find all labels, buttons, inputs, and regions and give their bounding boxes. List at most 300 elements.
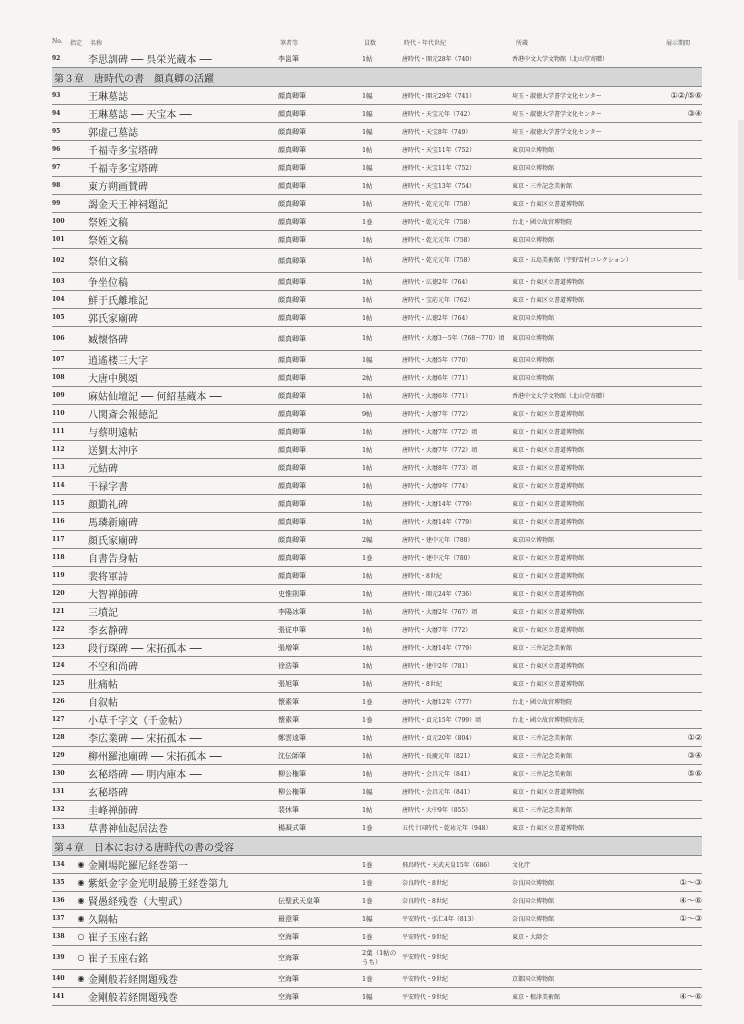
- item-name-text: 郭氏家廟碑: [88, 314, 138, 325]
- item-owner: [512, 621, 662, 639]
- item-name-text: 鮮于氏離堆記: [88, 296, 148, 307]
- item-author: [278, 603, 362, 621]
- item-author-text: 空海筆: [278, 953, 299, 962]
- item-period: [662, 603, 702, 621]
- item-name-text: 顔氏家廟碑: [88, 536, 138, 547]
- item-owner-text: 東京・五島美術館（宇野雪村コレクション）: [512, 257, 632, 264]
- item-number-text: 103: [52, 278, 65, 285]
- item-owner: [512, 405, 662, 423]
- designation-mark: [74, 123, 88, 141]
- item-period: [662, 105, 702, 123]
- item-author-text: 顔真卿筆: [278, 91, 306, 100]
- item-owner: [512, 549, 662, 567]
- item-author-text: 顔真卿筆: [278, 199, 306, 208]
- item-owner: [512, 765, 662, 783]
- item-name: [88, 291, 278, 309]
- item-name-text: 玄秘塔碑 ── 明内庫本 ──: [88, 770, 202, 781]
- item-volume: [362, 970, 402, 988]
- item-owner-text: 東京・台東区立書道博物館: [512, 573, 585, 580]
- item-volume: [362, 765, 402, 783]
- item-author: [278, 988, 362, 1006]
- item-name: [88, 159, 278, 177]
- designation-mark-text: ◉: [77, 878, 85, 887]
- item-owner-text: 東京・台東区立書道博物館: [512, 279, 585, 286]
- item-name: [88, 675, 278, 693]
- item-era-text: 唐時代・8世紀: [402, 681, 442, 688]
- item-number: [52, 441, 74, 459]
- item-period: [662, 567, 702, 585]
- item-period: [662, 783, 702, 801]
- item-era-text: 唐時代・広徳2年（764）: [402, 315, 472, 322]
- item-name-text: 祭姪文稿: [88, 236, 128, 247]
- item-owner: [512, 273, 662, 291]
- item-owner-text: 東京・三井記念美術館: [512, 645, 573, 652]
- item-author-text: 顔真卿筆: [278, 295, 306, 304]
- item-name: [88, 910, 278, 928]
- item-number: [52, 177, 74, 195]
- designation-mark: [74, 351, 88, 369]
- item-period: [662, 801, 702, 819]
- item-volume-text: 1帖: [362, 256, 373, 264]
- item-volume-text: 1帖: [362, 146, 373, 154]
- item-period-text: ④～⑥: [679, 896, 702, 905]
- table-row: [52, 327, 702, 351]
- designation-mark: [74, 327, 88, 351]
- item-author-text: 裴休筆: [278, 805, 299, 814]
- item-name-text: 肚痛帖: [88, 680, 118, 691]
- item-name-text: 崔子玉座右銘: [88, 954, 148, 965]
- item-name: [88, 970, 278, 988]
- item-author: [278, 729, 362, 747]
- designation-mark: [74, 819, 88, 837]
- item-period: [662, 765, 702, 783]
- item-name-text: 麻姑仙壇記 ── 何紹基蔵本 ──: [88, 392, 222, 403]
- item-era: [402, 531, 512, 549]
- header-name: 名称: [90, 40, 103, 47]
- item-number: [52, 549, 74, 567]
- item-name: [88, 369, 278, 387]
- item-era: [402, 273, 512, 291]
- item-number-text: 128: [52, 734, 65, 741]
- item-author-text: 沈伝師筆: [278, 751, 306, 760]
- table-row: [52, 621, 702, 639]
- item-era: [402, 159, 512, 177]
- item-volume: [362, 159, 402, 177]
- item-era-text: 唐時代・建中2年（781）: [402, 663, 472, 670]
- item-period: [662, 141, 702, 159]
- item-era: [402, 856, 512, 874]
- item-volume: [362, 327, 402, 351]
- item-name: [88, 327, 278, 351]
- item-era-text: 唐時代・会昌元年（841）: [402, 771, 474, 778]
- item-owner: [512, 477, 662, 495]
- designation-mark: [74, 423, 88, 441]
- item-name-text: 祭姪文稿: [88, 218, 128, 229]
- designation-mark: [74, 657, 88, 675]
- item-number: [52, 369, 74, 387]
- item-owner-text: 東京国立博物館: [512, 165, 555, 172]
- item-number: [52, 513, 74, 531]
- item-era: [402, 495, 512, 513]
- designation-mark: [74, 513, 88, 531]
- item-author: [278, 50, 362, 68]
- designation-mark: [74, 195, 88, 213]
- item-era: [402, 549, 512, 567]
- item-era-text: 唐時代・建中元年（780）: [402, 537, 474, 544]
- item-volume-text: 1巻: [362, 218, 373, 226]
- item-period: [662, 123, 702, 141]
- item-name: [88, 459, 278, 477]
- item-number-text: 110: [52, 410, 65, 417]
- designation-mark: [74, 910, 88, 928]
- item-owner: [512, 874, 662, 892]
- item-name-text: 謁金天王神祠題記: [88, 200, 168, 211]
- item-author-text: 顔真卿筆: [278, 127, 306, 136]
- item-owner-text: 東京・台東区立書道博物館: [512, 447, 585, 454]
- item-number: [52, 621, 74, 639]
- item-owner: [512, 291, 662, 309]
- item-volume: [362, 531, 402, 549]
- item-period: [662, 856, 702, 874]
- header-no: No.: [52, 38, 63, 45]
- item-volume-text: 1帖: [362, 500, 373, 508]
- item-number-text: 104: [52, 296, 65, 303]
- item-author: [278, 441, 362, 459]
- designation-mark: [74, 621, 88, 639]
- item-name: [88, 513, 278, 531]
- item-name: [88, 123, 278, 141]
- item-era: [402, 801, 512, 819]
- designation-mark: [74, 729, 88, 747]
- item-volume: [362, 231, 402, 249]
- item-name-text: 王琳墓誌: [88, 92, 128, 103]
- designation-mark: [74, 105, 88, 123]
- item-number-text: 138: [52, 933, 65, 940]
- item-owner: [512, 988, 662, 1006]
- item-number-text: 107: [52, 356, 65, 363]
- item-number-text: 135: [52, 879, 65, 886]
- item-name-text: 柳州羅池廟碑 ── 宋拓孤本 ──: [88, 752, 222, 763]
- item-volume-text: 1帖: [362, 770, 373, 778]
- item-period: [662, 946, 702, 970]
- item-author: [278, 531, 362, 549]
- item-author-text: 顔真卿筆: [278, 355, 306, 364]
- item-volume: [362, 249, 402, 273]
- item-number: [52, 387, 74, 405]
- item-owner: [512, 123, 662, 141]
- item-number-text: 101: [52, 236, 65, 243]
- item-volume-text: 1幅: [362, 993, 373, 1001]
- item-period: [662, 711, 702, 729]
- item-volume-text: 1幅: [362, 356, 373, 364]
- item-volume-text: 1巻: [362, 879, 373, 887]
- table-row: [52, 513, 702, 531]
- item-period: [662, 747, 702, 765]
- item-author: [278, 369, 362, 387]
- item-number: [52, 988, 74, 1006]
- item-number-text: 109: [52, 392, 65, 399]
- designation-mark-text: ○: [77, 953, 85, 962]
- item-era: [402, 874, 512, 892]
- item-owner-text: 台北・國立故宮博物院: [512, 219, 573, 226]
- item-author: [278, 513, 362, 531]
- item-name: [88, 874, 278, 892]
- designation-mark: [74, 231, 88, 249]
- item-volume-text: 1幅: [362, 915, 373, 923]
- item-volume-text: 1帖: [362, 680, 373, 688]
- item-era: [402, 123, 512, 141]
- item-owner: [512, 309, 662, 327]
- item-owner-text: 埼玉・淑徳大学書学文化センター: [512, 129, 602, 136]
- item-name-text: 争坐位稿: [88, 278, 128, 289]
- item-author: [278, 327, 362, 351]
- item-number-text: 123: [52, 644, 65, 651]
- item-author: [278, 819, 362, 837]
- item-name-text: 顔勤礼碑: [88, 500, 128, 511]
- designation-mark: [74, 369, 88, 387]
- item-era: [402, 387, 512, 405]
- item-era-text: 唐時代・天宝8年（749）: [402, 129, 472, 136]
- designation-mark-text: ○: [77, 932, 85, 941]
- item-owner-text: 東京・台東区立書道博物館: [512, 201, 585, 208]
- table-row: [52, 910, 702, 928]
- item-era-text: 唐時代・大暦12年（777）: [402, 699, 476, 706]
- item-author-text: 空海筆: [278, 974, 299, 983]
- item-owner-text: 東京・台東区立書道博物館: [512, 465, 585, 472]
- item-name: [88, 141, 278, 159]
- item-era: [402, 585, 512, 603]
- item-author-text: 最澄筆: [278, 914, 299, 923]
- item-owner-text: 東京・台東区立書道博物館: [512, 429, 585, 436]
- item-era: [402, 231, 512, 249]
- item-owner: [512, 387, 662, 405]
- item-name-text: 草書神仙起居法巻: [88, 824, 168, 835]
- item-volume-text: 1帖: [362, 182, 373, 190]
- item-volume-text: 1幅: [362, 128, 373, 136]
- item-era: [402, 141, 512, 159]
- item-number: [52, 783, 74, 801]
- item-author-text: 顔真卿筆: [278, 571, 306, 580]
- item-author-text: 顔真卿筆: [278, 334, 306, 343]
- item-name-text: 金剛般若経開題残巻: [88, 993, 178, 1004]
- item-author-text: 柳公権筆: [278, 769, 306, 778]
- item-author: [278, 177, 362, 195]
- item-name-text: 大唐中興頌: [88, 374, 138, 385]
- table-row: [52, 123, 702, 141]
- item-volume-text: 1巻: [362, 698, 373, 706]
- item-name-text: 干禄字書: [88, 482, 128, 493]
- item-volume-text: 1帖: [362, 55, 373, 63]
- item-owner: [512, 747, 662, 765]
- chapter-heading-row: [52, 68, 702, 87]
- item-number: [52, 495, 74, 513]
- item-author: [278, 351, 362, 369]
- item-period: [662, 819, 702, 837]
- item-name-text: 千福寺多宝塔碑: [88, 146, 158, 157]
- item-number: [52, 141, 74, 159]
- table-row: [52, 387, 702, 405]
- item-era-text: 唐時代・大暦14年（779）: [402, 501, 476, 508]
- table-row: [52, 351, 702, 369]
- item-number-text: 134: [52, 861, 65, 868]
- item-name: [88, 549, 278, 567]
- item-period: [662, 970, 702, 988]
- item-volume: [362, 387, 402, 405]
- item-author-text: 顔真卿筆: [278, 481, 306, 490]
- item-name: [88, 693, 278, 711]
- item-owner-text: 東京・台東区立書道博物館: [512, 519, 585, 526]
- designation-mark: [74, 213, 88, 231]
- item-era: [402, 675, 512, 693]
- item-number-text: 132: [52, 806, 65, 813]
- item-author-text: 顔真卿筆: [278, 109, 306, 118]
- item-era-text: 唐時代・長慶元年（821）: [402, 753, 474, 760]
- item-volume-text: 1帖: [362, 278, 373, 286]
- item-owner: [512, 585, 662, 603]
- item-period: [662, 351, 702, 369]
- item-name: [88, 477, 278, 495]
- item-name-text: 自叙帖: [88, 698, 118, 709]
- item-owner-text: 東京国立博物館: [512, 147, 555, 154]
- item-period: [662, 531, 702, 549]
- item-number: [52, 249, 74, 273]
- item-era: [402, 639, 512, 657]
- item-author: [278, 892, 362, 910]
- item-number: [52, 87, 74, 105]
- table-row: [52, 531, 702, 549]
- item-owner: [512, 910, 662, 928]
- item-owner-text: 奈良国立博物館: [512, 916, 555, 923]
- item-volume-text: 1帖: [362, 236, 373, 244]
- item-name-text: 大智禅師碑: [88, 590, 138, 601]
- item-era-text: 唐時代・天宝元年（742）: [402, 111, 474, 118]
- item-volume-text: 1巻: [362, 824, 373, 832]
- table-row: [52, 819, 702, 837]
- table-row: [52, 87, 702, 105]
- item-author: [278, 585, 362, 603]
- table-row: [52, 603, 702, 621]
- item-volume-text: 1帖: [362, 644, 373, 652]
- item-author-text: 空海筆: [278, 992, 299, 1001]
- item-number-text: 127: [52, 716, 65, 723]
- item-period: [662, 213, 702, 231]
- item-owner: [512, 711, 662, 729]
- item-name: [88, 441, 278, 459]
- item-volume: [362, 459, 402, 477]
- item-owner: [512, 970, 662, 988]
- table-row: [52, 177, 702, 195]
- item-owner-text: 埼玉・淑徳大学書学文化センター: [512, 111, 602, 118]
- table-row: [52, 585, 702, 603]
- item-number-text: 113: [52, 464, 65, 471]
- item-period-text: ①②: [687, 733, 702, 742]
- item-owner-text: 東京・台東区立書道博物館: [512, 591, 585, 598]
- item-owner-text: 東京・台東区立書道博物館: [512, 627, 585, 634]
- item-period: [662, 585, 702, 603]
- item-name: [88, 621, 278, 639]
- item-author: [278, 423, 362, 441]
- item-era-text: 唐時代・乾元元年（758）: [402, 257, 474, 264]
- item-era: [402, 50, 512, 68]
- table-row: [52, 249, 702, 273]
- item-owner-text: 東京国立博物館: [512, 315, 555, 322]
- item-author-text: 顔真卿筆: [278, 463, 306, 472]
- designation-mark: [74, 477, 88, 495]
- item-era: [402, 309, 512, 327]
- item-owner: [512, 531, 662, 549]
- item-period: [662, 549, 702, 567]
- item-period-text: ①～③: [679, 878, 702, 887]
- item-name-text: 臧懐恪碑: [88, 335, 128, 346]
- item-volume: [362, 105, 402, 123]
- item-number: [52, 819, 74, 837]
- designation-mark: [74, 892, 88, 910]
- item-owner-text: 東京・台東区立書道博物館: [512, 411, 585, 418]
- item-period: [662, 273, 702, 291]
- item-name: [88, 273, 278, 291]
- item-volume: [362, 213, 402, 231]
- item-volume: [362, 495, 402, 513]
- item-name: [88, 988, 278, 1006]
- item-owner-text: 東京・台東区立書道博物館: [512, 825, 585, 832]
- table-row: [52, 159, 702, 177]
- table-row: [52, 675, 702, 693]
- item-owner: [512, 249, 662, 273]
- item-volume-text: 1幅: [362, 788, 373, 796]
- item-era-text: 唐時代・開元28年（740）: [402, 56, 476, 63]
- item-number-text: 124: [52, 662, 65, 669]
- item-number-text: 111: [52, 428, 65, 435]
- item-name: [88, 50, 278, 68]
- item-number-text: 102: [52, 257, 65, 264]
- item-period: [662, 513, 702, 531]
- item-era-text: 唐時代・大暦3～5年（768～770）頃: [402, 335, 505, 342]
- item-author-text: 顔真卿筆: [278, 409, 306, 418]
- item-era: [402, 621, 512, 639]
- designation-mark: [74, 783, 88, 801]
- item-author-text: 李陽冰筆: [278, 607, 306, 616]
- item-author-text: 懐素筆: [278, 697, 299, 706]
- item-number-text: 96: [52, 146, 61, 153]
- item-volume-text: 9帖: [362, 410, 373, 418]
- item-author: [278, 856, 362, 874]
- chapter-heading-row: [52, 837, 702, 856]
- item-number: [52, 970, 74, 988]
- item-name-text: 崔子玉座右銘: [88, 933, 148, 944]
- item-author-text: 顔真卿筆: [278, 217, 306, 226]
- item-owner: [512, 159, 662, 177]
- item-volume: [362, 291, 402, 309]
- item-number: [52, 123, 74, 141]
- item-era-text: 唐時代・大暦14年（779）: [402, 645, 476, 652]
- item-owner: [512, 441, 662, 459]
- table-row: [52, 856, 702, 874]
- table-row: [52, 946, 702, 970]
- item-period: [662, 231, 702, 249]
- item-volume: [362, 946, 402, 970]
- designation-mark: [74, 459, 88, 477]
- item-period-text: ①～③: [679, 914, 702, 923]
- item-number-text: 105: [52, 314, 65, 321]
- item-volume: [362, 87, 402, 105]
- item-period-text: ⑤⑥: [687, 769, 702, 778]
- item-number-text: 117: [52, 536, 65, 543]
- item-era: [402, 819, 512, 837]
- designation-mark: [74, 675, 88, 693]
- item-volume: [362, 856, 402, 874]
- item-volume-text: 1帖: [362, 334, 373, 342]
- item-volume: [362, 351, 402, 369]
